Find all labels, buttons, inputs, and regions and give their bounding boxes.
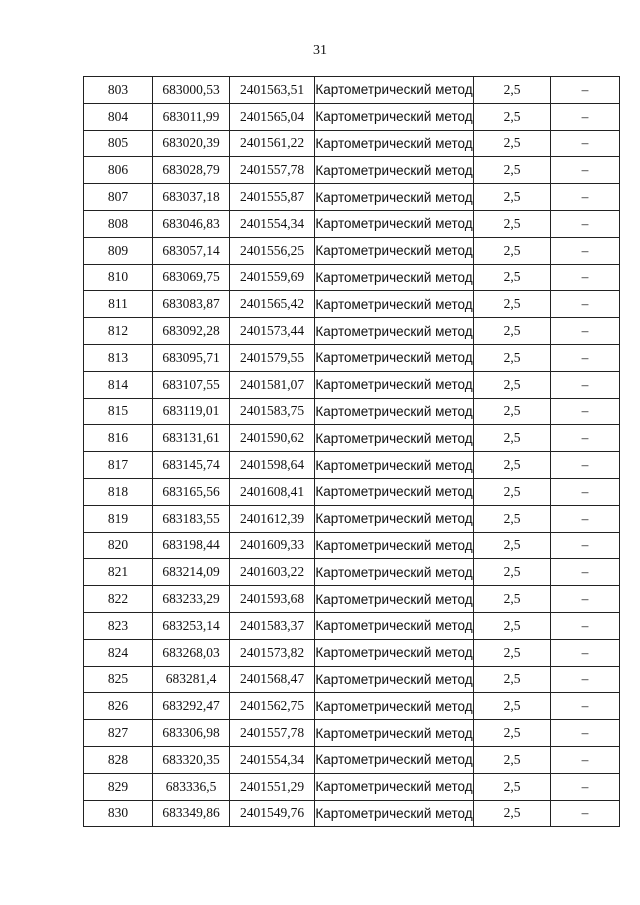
accuracy-cell: 2,5 (474, 612, 551, 639)
accuracy-cell: 2,5 (474, 398, 551, 425)
note-cell: – (551, 559, 620, 586)
x-coordinate-cell: 683183,55 (153, 505, 230, 532)
accuracy-cell: 2,5 (474, 693, 551, 720)
table-row (84, 532, 620, 559)
y-coordinate-cell: 2401593,68 (230, 586, 315, 613)
accuracy-cell: 2,5 (474, 103, 551, 130)
y-coordinate-cell: 2401554,34 (230, 210, 315, 237)
accuracy-cell: 2,5 (474, 425, 551, 452)
table-row (84, 103, 620, 130)
point-number-cell: 807 (84, 184, 153, 211)
x-coordinate-cell: 683233,29 (153, 586, 230, 613)
x-coordinate-cell: 683320,35 (153, 746, 230, 773)
x-coordinate-cell: 683281,4 (153, 666, 230, 693)
accuracy-cell: 2,5 (474, 639, 551, 666)
method-cell: Картометрический метод (315, 505, 474, 532)
note-cell: – (551, 291, 620, 318)
method-cell: Картометрический метод (315, 130, 474, 157)
y-coordinate-cell: 2401551,29 (230, 773, 315, 800)
note-cell: – (551, 237, 620, 264)
y-coordinate-cell: 2401565,04 (230, 103, 315, 130)
y-coordinate-cell: 2401563,51 (230, 77, 315, 104)
x-coordinate-cell: 683253,14 (153, 612, 230, 639)
y-coordinate-cell: 2401555,87 (230, 184, 315, 211)
note-cell: – (551, 344, 620, 371)
method-cell: Картометрический метод (315, 371, 474, 398)
accuracy-cell: 2,5 (474, 344, 551, 371)
y-coordinate-cell: 2401583,75 (230, 398, 315, 425)
accuracy-cell: 2,5 (474, 532, 551, 559)
accuracy-cell: 2,5 (474, 237, 551, 264)
y-coordinate-cell: 2401561,22 (230, 130, 315, 157)
method-cell: Картометрический метод (315, 398, 474, 425)
coordinates-table (83, 76, 620, 827)
accuracy-cell: 2,5 (474, 184, 551, 211)
y-coordinate-cell: 2401568,47 (230, 666, 315, 693)
method-cell: Картометрический метод (315, 746, 474, 773)
note-cell: – (551, 371, 620, 398)
note-cell: – (551, 157, 620, 184)
accuracy-cell: 2,5 (474, 318, 551, 345)
note-cell: – (551, 612, 620, 639)
method-cell: Картометрический метод (315, 318, 474, 345)
x-coordinate-cell: 683020,39 (153, 130, 230, 157)
accuracy-cell: 2,5 (474, 264, 551, 291)
method-cell: Картометрический метод (315, 586, 474, 613)
table-row (84, 693, 620, 720)
point-number-cell: 815 (84, 398, 153, 425)
point-number-cell: 825 (84, 666, 153, 693)
y-coordinate-cell: 2401590,62 (230, 425, 315, 452)
x-coordinate-cell: 683011,99 (153, 103, 230, 130)
method-cell: Картометрический метод (315, 800, 474, 827)
method-cell: Картометрический метод (315, 452, 474, 479)
x-coordinate-cell: 683028,79 (153, 157, 230, 184)
x-coordinate-cell: 683107,55 (153, 371, 230, 398)
point-number-cell: 829 (84, 773, 153, 800)
point-number-cell: 811 (84, 291, 153, 318)
x-coordinate-cell: 683046,83 (153, 210, 230, 237)
accuracy-cell: 2,5 (474, 800, 551, 827)
method-cell: Картометрический метод (315, 291, 474, 318)
y-coordinate-cell: 2401556,25 (230, 237, 315, 264)
note-cell: – (551, 184, 620, 211)
method-cell: Картометрический метод (315, 639, 474, 666)
table-row (84, 746, 620, 773)
coordinates-table-body (84, 77, 620, 827)
point-number-cell: 817 (84, 452, 153, 479)
method-cell: Картометрический метод (315, 773, 474, 800)
table-row (84, 344, 620, 371)
table-row (84, 210, 620, 237)
table-row (84, 291, 620, 318)
method-cell: Картометрический метод (315, 559, 474, 586)
x-coordinate-cell: 683083,87 (153, 291, 230, 318)
y-coordinate-cell: 2401581,07 (230, 371, 315, 398)
x-coordinate-cell: 683306,98 (153, 720, 230, 747)
table-row (84, 478, 620, 505)
table-row (84, 318, 620, 345)
point-number-cell: 827 (84, 720, 153, 747)
accuracy-cell: 2,5 (474, 773, 551, 800)
y-coordinate-cell: 2401603,22 (230, 559, 315, 586)
table-row (84, 800, 620, 827)
point-number-cell: 824 (84, 639, 153, 666)
y-coordinate-cell: 2401612,39 (230, 505, 315, 532)
note-cell: – (551, 800, 620, 827)
point-number-cell: 823 (84, 612, 153, 639)
table-row (84, 452, 620, 479)
x-coordinate-cell: 683131,61 (153, 425, 230, 452)
note-cell: – (551, 318, 620, 345)
table-row (84, 157, 620, 184)
point-number-cell: 820 (84, 532, 153, 559)
method-cell: Картометрический метод (315, 210, 474, 237)
y-coordinate-cell: 2401583,37 (230, 612, 315, 639)
y-coordinate-cell: 2401554,34 (230, 746, 315, 773)
accuracy-cell: 2,5 (474, 666, 551, 693)
note-cell: – (551, 77, 620, 104)
x-coordinate-cell: 683336,5 (153, 773, 230, 800)
point-number-cell: 812 (84, 318, 153, 345)
method-cell: Картометрический метод (315, 103, 474, 130)
table-row (84, 264, 620, 291)
accuracy-cell: 2,5 (474, 505, 551, 532)
point-number-cell: 809 (84, 237, 153, 264)
table-row (84, 237, 620, 264)
x-coordinate-cell: 683092,28 (153, 318, 230, 345)
point-number-cell: 826 (84, 693, 153, 720)
note-cell: – (551, 639, 620, 666)
y-coordinate-cell: 2401557,78 (230, 720, 315, 747)
table-row (84, 371, 620, 398)
y-coordinate-cell: 2401562,75 (230, 693, 315, 720)
table-row (84, 612, 620, 639)
y-coordinate-cell: 2401608,41 (230, 478, 315, 505)
y-coordinate-cell: 2401565,42 (230, 291, 315, 318)
method-cell: Картометрический метод (315, 157, 474, 184)
accuracy-cell: 2,5 (474, 77, 551, 104)
note-cell: – (551, 693, 620, 720)
x-coordinate-cell: 683069,75 (153, 264, 230, 291)
note-cell: – (551, 210, 620, 237)
note-cell: – (551, 666, 620, 693)
table-row (84, 184, 620, 211)
note-cell: – (551, 720, 620, 747)
y-coordinate-cell: 2401609,33 (230, 532, 315, 559)
accuracy-cell: 2,5 (474, 586, 551, 613)
note-cell: – (551, 130, 620, 157)
accuracy-cell: 2,5 (474, 291, 551, 318)
note-cell: – (551, 398, 620, 425)
point-number-cell: 808 (84, 210, 153, 237)
method-cell: Картометрический метод (315, 425, 474, 452)
table-row (84, 130, 620, 157)
x-coordinate-cell: 683095,71 (153, 344, 230, 371)
page-number: 31 (313, 43, 327, 58)
note-cell: – (551, 425, 620, 452)
point-number-cell: 813 (84, 344, 153, 371)
method-cell: Картометрический метод (315, 77, 474, 104)
x-coordinate-cell: 683349,86 (153, 800, 230, 827)
note-cell: – (551, 478, 620, 505)
point-number-cell: 814 (84, 371, 153, 398)
method-cell: Картометрический метод (315, 184, 474, 211)
method-cell: Картометрический метод (315, 612, 474, 639)
table-row (84, 505, 620, 532)
accuracy-cell: 2,5 (474, 478, 551, 505)
accuracy-cell: 2,5 (474, 452, 551, 479)
table-row (84, 77, 620, 104)
note-cell: – (551, 103, 620, 130)
point-number-cell: 819 (84, 505, 153, 532)
y-coordinate-cell: 2401598,64 (230, 452, 315, 479)
y-coordinate-cell: 2401559,69 (230, 264, 315, 291)
note-cell: – (551, 586, 620, 613)
note-cell: – (551, 505, 620, 532)
note-cell: – (551, 746, 620, 773)
accuracy-cell: 2,5 (474, 130, 551, 157)
point-number-cell: 821 (84, 559, 153, 586)
table-row (84, 666, 620, 693)
y-coordinate-cell: 2401579,55 (230, 344, 315, 371)
method-cell: Картометрический метод (315, 532, 474, 559)
method-cell: Картометрический метод (315, 478, 474, 505)
point-number-cell: 804 (84, 103, 153, 130)
point-number-cell: 828 (84, 746, 153, 773)
table-row (84, 559, 620, 586)
table-row (84, 639, 620, 666)
method-cell: Картометрический метод (315, 344, 474, 371)
method-cell: Картометрический метод (315, 720, 474, 747)
method-cell: Картометрический метод (315, 264, 474, 291)
y-coordinate-cell: 2401573,44 (230, 318, 315, 345)
x-coordinate-cell: 683198,44 (153, 532, 230, 559)
point-number-cell: 806 (84, 157, 153, 184)
point-number-cell: 816 (84, 425, 153, 452)
note-cell: – (551, 773, 620, 800)
y-coordinate-cell: 2401549,76 (230, 800, 315, 827)
point-number-cell: 830 (84, 800, 153, 827)
table-row (84, 720, 620, 747)
x-coordinate-cell: 683145,74 (153, 452, 230, 479)
x-coordinate-cell: 683037,18 (153, 184, 230, 211)
point-number-cell: 818 (84, 478, 153, 505)
method-cell: Картометрический метод (315, 693, 474, 720)
method-cell: Картометрический метод (315, 666, 474, 693)
x-coordinate-cell: 683119,01 (153, 398, 230, 425)
accuracy-cell: 2,5 (474, 559, 551, 586)
note-cell: – (551, 264, 620, 291)
accuracy-cell: 2,5 (474, 210, 551, 237)
accuracy-cell: 2,5 (474, 371, 551, 398)
table-row (84, 773, 620, 800)
table-row (84, 425, 620, 452)
table-row (84, 398, 620, 425)
x-coordinate-cell: 683214,09 (153, 559, 230, 586)
y-coordinate-cell: 2401573,82 (230, 639, 315, 666)
accuracy-cell: 2,5 (474, 720, 551, 747)
point-number-cell: 803 (84, 77, 153, 104)
x-coordinate-cell: 683057,14 (153, 237, 230, 264)
accuracy-cell: 2,5 (474, 157, 551, 184)
y-coordinate-cell: 2401557,78 (230, 157, 315, 184)
note-cell: – (551, 452, 620, 479)
point-number-cell: 822 (84, 586, 153, 613)
method-cell: Картометрический метод (315, 237, 474, 264)
accuracy-cell: 2,5 (474, 746, 551, 773)
x-coordinate-cell: 683165,56 (153, 478, 230, 505)
table-row (84, 586, 620, 613)
point-number-cell: 805 (84, 130, 153, 157)
x-coordinate-cell: 683000,53 (153, 77, 230, 104)
x-coordinate-cell: 683292,47 (153, 693, 230, 720)
note-cell: – (551, 532, 620, 559)
x-coordinate-cell: 683268,03 (153, 639, 230, 666)
point-number-cell: 810 (84, 264, 153, 291)
